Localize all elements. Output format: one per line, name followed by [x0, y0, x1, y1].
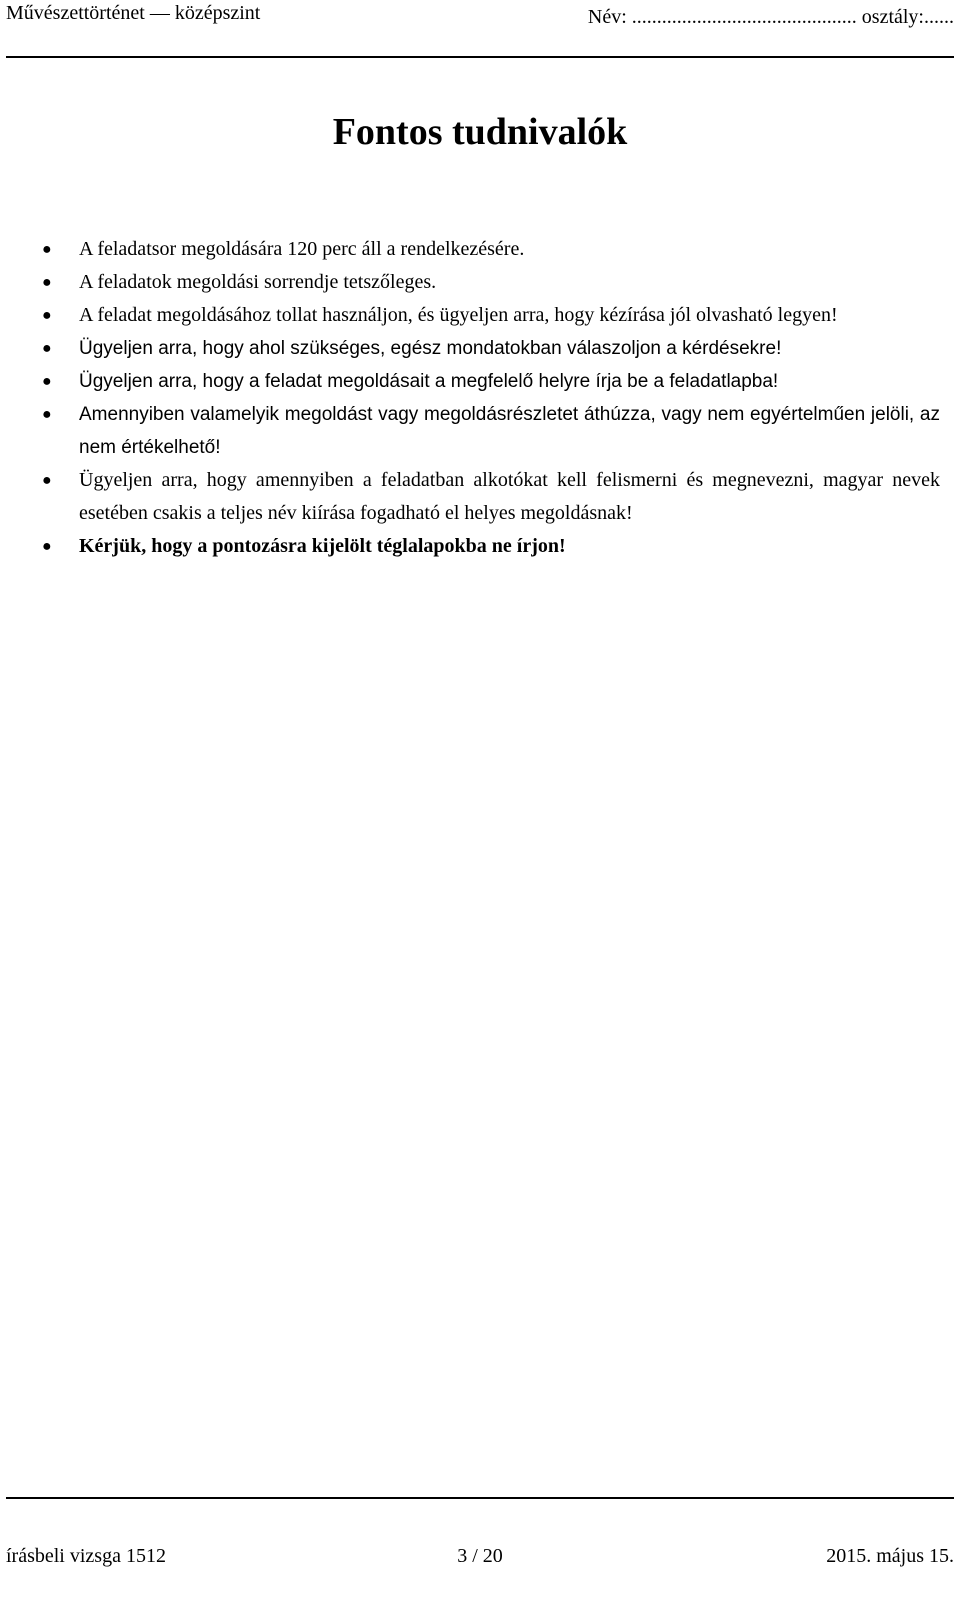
bullet-icon: ●: [42, 241, 52, 258]
exam-date: 2015. május 15.: [826, 1545, 954, 1567]
list-item: ● A feladatok megoldási sorrendje tetszőleges.: [42, 266, 940, 299]
list-item: ● Amennyiben valamelyik megoldást vagy megoldásrészletet áthúzza, vagy nem egyértelműen jelöli, az nem értékelhető!: [42, 398, 940, 464]
bullet-icon: ●: [42, 274, 52, 291]
subject-label: Művészettörténet — középszint: [6, 2, 261, 24]
list-item: ● Ügyeljen arra, hogy amennyiben a feladatban alkotókat kell felismerni és megnevezni, magyar nevek esetében csakis a teljes név kiírása fogadható el helyes megoldásnak!: [42, 464, 940, 530]
list-item: ● A feladatsor megoldására 120 perc áll a rendelkezésére.: [42, 233, 940, 266]
bullet-icon: ●: [42, 406, 52, 423]
page-title: Fontos tudnivalók: [332, 111, 628, 153]
bullet-icon: ●: [42, 307, 52, 324]
page-header: [6, 0, 954, 58]
bullet-icon: ●: [42, 373, 52, 390]
bullet-icon: ●: [42, 538, 52, 555]
bullet-icon: ●: [42, 472, 52, 489]
list-item: ● Ügyeljen arra, hogy a feladat megoldásait a megfelelő helyre írja be a feladatlapba!: [42, 365, 940, 398]
page-footer: [6, 1497, 954, 1579]
bullet-icon: ●: [42, 340, 52, 357]
exam-code: írásbeli vizsga 1512: [6, 1545, 166, 1567]
name-class-field: Név: ............................................. osztály:......: [587, 6, 954, 28]
instructions-list: [42, 233, 940, 563]
list-item: ● Ügyeljen arra, hogy ahol szükséges, egész mondatokban válaszoljon a kérdésekre!: [42, 332, 940, 365]
list-item: ● Kérjük, hogy a pontozásra kijelölt téglalapokba ne írjon!: [42, 530, 940, 563]
page-number: 3 / 20: [457, 1545, 503, 1567]
list-item: ● A feladat megoldásához tollat használjon, és ügyeljen arra, hogy kézírása jól olvasható legyen!: [42, 299, 940, 332]
